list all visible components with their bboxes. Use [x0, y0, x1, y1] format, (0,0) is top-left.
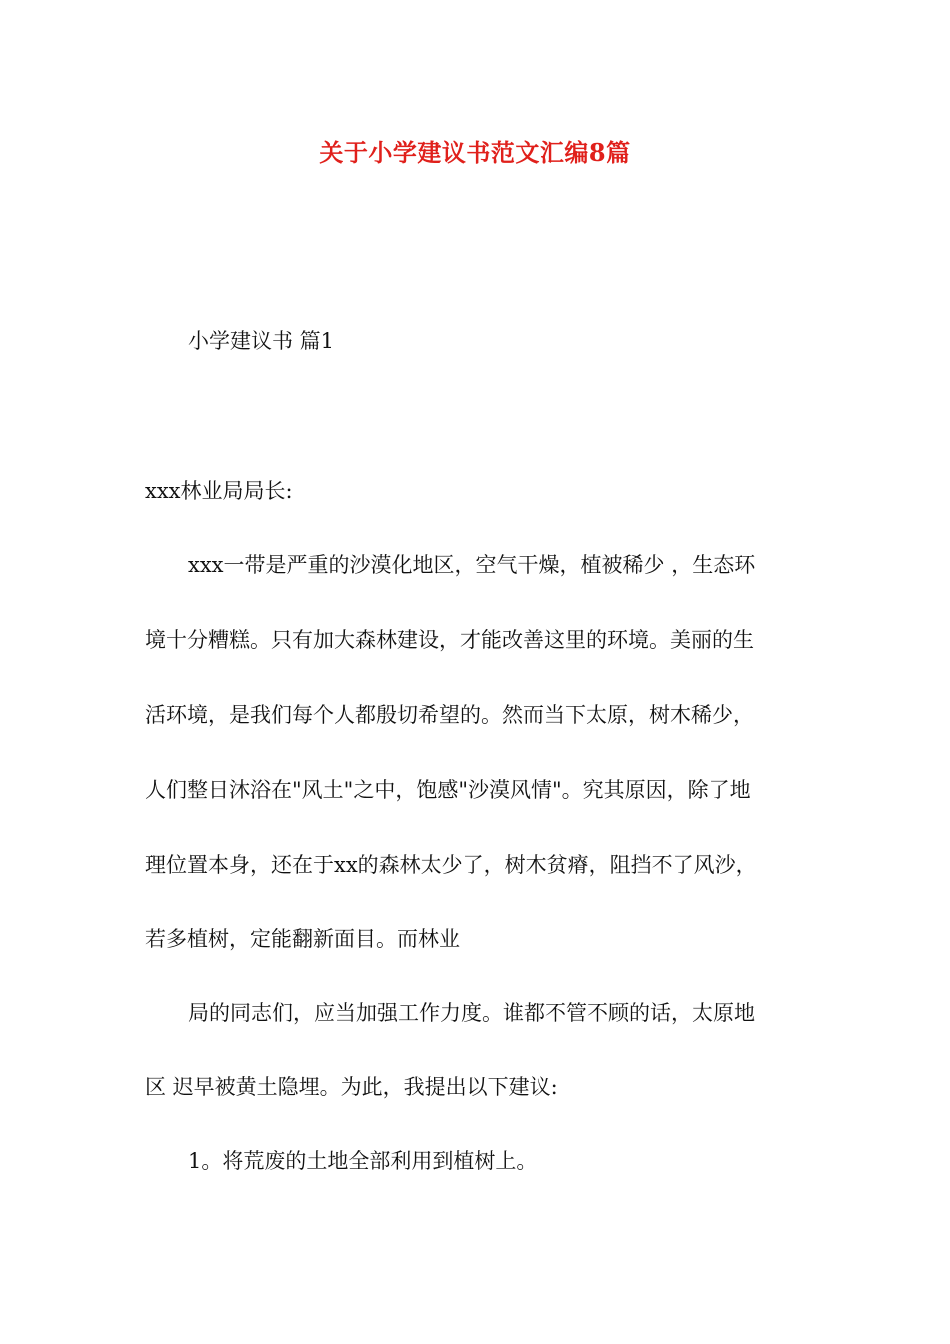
- salutation: xxx林业局局长:: [145, 479, 293, 503]
- document-title: 关于小学建议书范文汇编8篇: [319, 138, 631, 167]
- body-line-2: 境十分糟糕。只有加大森林建设，才能改善这里的环境。美丽的生: [145, 628, 754, 652]
- body-line-1: xxx一带是严重的沙漠化地区，空气干燥，植被稀少 ，生态环: [188, 553, 756, 577]
- body-line-8: 区 迟早被黄土隐埋。为此，我提出以下建议:: [145, 1075, 558, 1099]
- body-line-5: 理位置本身，还在于xx的森林太少了，树木贫瘠，阻挡不了风沙，: [145, 853, 757, 877]
- body-line-7: 局的同志们，应当加强工作力度。谁都不管不顾的话，太原地: [188, 1001, 755, 1025]
- section-heading: 小学建议书 篇1: [188, 329, 335, 353]
- body-line-4: 人们整日沐浴在"风土"之中，饱感"沙漠风情"。究其原因，除了地: [145, 778, 751, 802]
- body-line-9: 1。将荒废的土地全部利用到植树上。: [188, 1149, 538, 1173]
- body-line-6: 若多植树，定能翻新面目。而林业: [145, 927, 460, 951]
- body-line-3: 活环境，是我们每个人都殷切希望的。然而当下太原，树木稀少，: [145, 703, 754, 727]
